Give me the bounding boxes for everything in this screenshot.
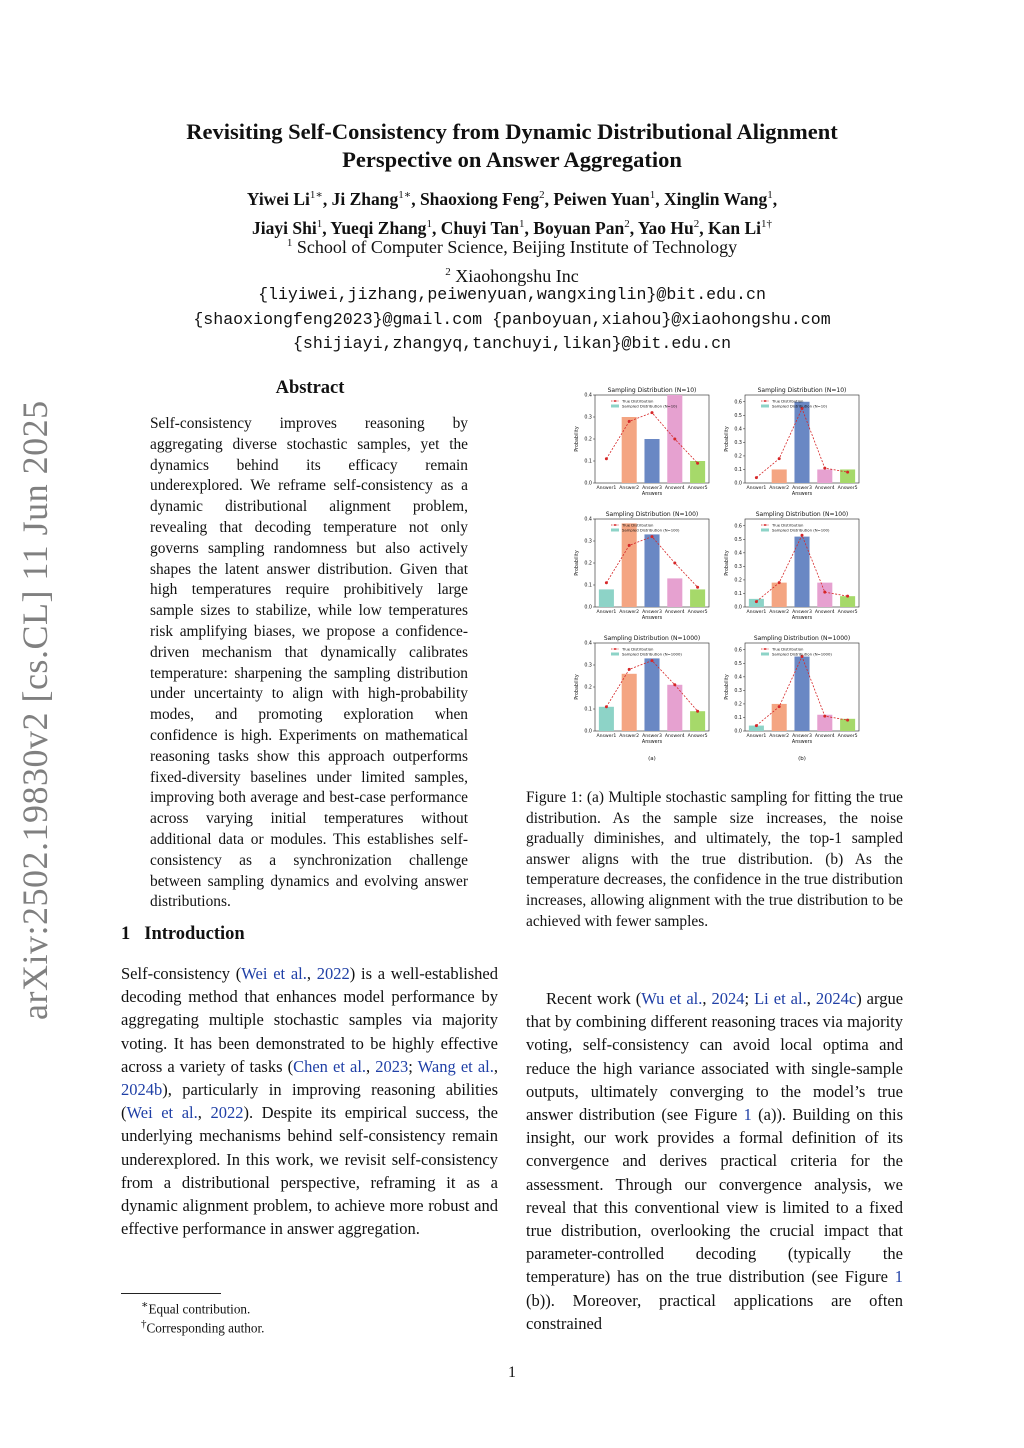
true-distribution-point [673, 438, 676, 441]
sampled-bar [840, 596, 855, 607]
true-distribution-point [755, 600, 758, 603]
footnote-text: Corresponding author. [146, 1320, 265, 1336]
x-tick-label: Answer4 [664, 734, 685, 739]
legend-true-label: True Distribution [772, 646, 804, 652]
author-name: Yao Hu [637, 217, 694, 238]
section-title: Introduction [144, 924, 245, 944]
legend-true-label: True Distribution [622, 398, 654, 404]
citation-link[interactable]: Chen et al. [293, 1056, 367, 1076]
panel-title: Sampling Distribution (N=1000) [753, 635, 851, 642]
true-distribution-point [696, 586, 699, 589]
author-name: Boyuan Pan [533, 217, 625, 238]
y-tick-label: 0.0 [584, 605, 592, 611]
true-distribution-point [778, 581, 781, 584]
x-tick-label: Answer2 [619, 486, 640, 491]
y-tick-label: 0.1 [734, 716, 742, 722]
body-text: Recent work ( [546, 989, 642, 1008]
y-tick-label: 0.2 [734, 454, 742, 460]
x-tick-label: Answer4 [814, 610, 835, 615]
sampled-bar [644, 658, 659, 731]
abstract-heading: Abstract [275, 378, 345, 398]
x-tick-label: Answer2 [769, 486, 790, 491]
citation-link[interactable]: Wang et al. [417, 1056, 494, 1076]
y-tick-label: 0.4 [734, 675, 742, 681]
author-name: Jiayi Shi [252, 217, 317, 238]
author-affiliation-marker: 1∗ [309, 189, 323, 201]
sampled-bar [817, 469, 832, 483]
sampled-bar [644, 439, 659, 483]
footnote-marker: ∗ [141, 1299, 149, 1311]
true-distribution-point [651, 659, 654, 662]
y-tick-label: 0.5 [734, 413, 742, 419]
y-axis-label: Probability [725, 426, 730, 452]
x-tick-label: Answer5 [837, 610, 858, 615]
author-name: Chuyi Tan [440, 217, 520, 238]
y-axis-label: Probability [575, 426, 580, 452]
legend-true-marker [614, 400, 616, 402]
paper-title [0, 118, 1024, 174]
body-text: (a)). Building on this insight, our work provides a formal definition of its convergence and derives practical criteria for the assessment. Through our convergence analysis, we reveal that this conventional view is limited to a fixed true distribution, overlooking the crucial impact that parameter-controlled decoding (typically the temperature) has on the true distribution (see Figure [526, 1105, 903, 1287]
sampled-bar [622, 523, 637, 607]
author-name: Peiwen Yuan [553, 188, 650, 209]
author-affiliation-marker: 1 [426, 217, 432, 230]
citation-link[interactable]: 2024c [815, 989, 857, 1008]
legend-sampled-swatch [611, 405, 619, 408]
x-tick-label: Answer3 [792, 734, 812, 739]
author-affiliation-marker: 1† [761, 217, 772, 230]
legend-true-marker [614, 524, 616, 526]
right-column-paragraph [526, 987, 903, 1335]
sampled-bar [667, 685, 682, 731]
citation-link[interactable]: Wei et al. [241, 964, 307, 983]
x-tick-label: Answer3 [642, 610, 662, 615]
x-axis-label: Answers [791, 740, 813, 745]
introduction-paragraph [121, 962, 498, 1240]
y-tick-label: 0.2 [584, 561, 592, 567]
x-tick-label: Answer2 [619, 734, 640, 739]
legend-sampled-swatch [761, 653, 769, 656]
y-tick-label: 0.5 [734, 661, 742, 667]
y-tick-label: 0.3 [734, 564, 742, 570]
y-tick-label: 0.3 [584, 663, 592, 669]
figure-reference-link[interactable]: 1 [743, 1105, 752, 1125]
true-distribution-point [823, 467, 826, 470]
x-tick-label: Answer5 [687, 734, 708, 739]
citation-link[interactable]: 2022 [316, 964, 350, 983]
legend-true-label: True Distribution [622, 646, 654, 652]
y-tick-label: 0.1 [584, 459, 592, 465]
x-axis-label: Answers [791, 492, 813, 497]
author-name: Yiwei Li [246, 188, 310, 209]
x-tick-label: Answer1 [746, 610, 767, 615]
sampled-bar [772, 469, 787, 483]
title-line-1: Revisiting Self-Consistency from Dynamic Distributional Alignment [186, 119, 838, 144]
x-tick-label: Answer3 [642, 734, 662, 739]
figure-reference-link[interactable]: 1 [894, 1267, 903, 1287]
body-text: ; [744, 989, 755, 1008]
affiliation-1 [0, 231, 1024, 260]
intro-text: Self-consistency ( [121, 964, 242, 983]
x-tick-label: Answer4 [814, 486, 835, 491]
author-name: Shaoxiong Feng [419, 188, 540, 209]
author-affiliation-marker: 2 [539, 189, 545, 201]
legend-true-marker [764, 524, 766, 526]
y-tick-label: 0.6 [734, 524, 742, 530]
panel-title: Sampling Distribution (N=1000) [603, 635, 701, 642]
legend-true-label: True Distribution [772, 398, 804, 404]
y-tick-label: 0.4 [584, 393, 592, 399]
intro-text: ), particularly in improving reasoning abilities ( [121, 1080, 498, 1123]
x-axis-label: Answers [641, 740, 663, 745]
sampled-bar [599, 707, 614, 731]
x-tick-label: Answer4 [814, 734, 835, 739]
true-distribution-point [628, 420, 631, 423]
email-line-3: {shijiayi,zhangyq,tanchuyi,likan}@bit.edu.cn [292, 334, 732, 353]
authors-line-2: Jiayi Shi$^1$, Yueqi Zhang$^1$, Chuyi Tan$^1$, Boyuan Pan$^2$, Yao Hu$^2$, Kan $Li^{1\dagger}$ [252, 217, 772, 238]
x-tick-label: Answer2 [619, 610, 640, 615]
x-tick-label: Answer1 [596, 486, 617, 491]
x-tick-label: Answer1 [746, 734, 767, 739]
x-tick-label: Answer3 [642, 486, 662, 491]
citation-link[interactable]: Li et al. [754, 989, 807, 1008]
sampled-bar [667, 578, 682, 607]
intro-text: , [366, 1056, 376, 1076]
x-tick-label: Answer5 [687, 486, 708, 491]
x-tick-label: Answer5 [837, 486, 858, 491]
y-tick-label: 0.4 [584, 641, 592, 647]
x-tick-label: Answer4 [664, 610, 685, 615]
true-distribution-point [778, 705, 781, 708]
x-tick-label: Answer3 [792, 486, 812, 491]
y-tick-label: 0.2 [734, 578, 742, 584]
intro-text: , [197, 1103, 211, 1123]
x-tick-label: Answer2 [769, 610, 790, 615]
y-tick-label: 0.1 [584, 583, 592, 589]
panel-title: Sampling Distribution (N=100) [605, 511, 699, 518]
affiliation-1-marker: 1 [286, 237, 293, 249]
legend-true-label: True Distribution [772, 522, 804, 528]
legend-true-label: True Distribution [622, 522, 654, 528]
sampled-bar [690, 589, 705, 607]
sampled-bar [817, 583, 832, 607]
x-axis-label: Answers [641, 616, 663, 621]
x-tick-label: Answer3 [792, 610, 812, 615]
legend-sampled-label: Sampled Distribution (N=10) [622, 403, 678, 409]
body-text: (b)). Moreover, practical applications are often constrained [526, 1290, 903, 1333]
x-tick-label: Answer1 [596, 734, 617, 739]
true-distribution-point [846, 719, 849, 722]
body-text: ) argue that by combining different reasoning traces via majority voting, self-consistency can avoid local optima and reduce the high variance associated with single-sample outputs, ultimately converging to the model’s true answer distribution (see Figure [526, 989, 904, 1125]
author-affiliation-marker: 2 [693, 217, 700, 230]
authors-line-1: Yiwei $Li^{1∗}$, Ji Zhang$^{1∗}$, Shaoxiong Feng$^2$, Peiwen Yuan$^1$, Xinglin Wang$^1$, [246, 188, 778, 209]
y-tick-label: 0.3 [734, 440, 742, 446]
y-tick-label: 0.4 [734, 551, 742, 557]
abstract-text: Self-consistency improves reasoning by aggregating diverse stochastic samples, yet the dynamics behind its efficacy remain underexplored. We reframe self-consistency as a dynamic distributional alignment problem, revealing that decoding temperature not only governs sampling randomness but also actively shapes the latent answer distribution. Given that high temperatures require prohibitively large sample sizes to stabilize, while low temperatures risk amplifying biases, we propose a confidence-driven mechanism that dynamically calibrates temperature: sharpening the sampling distribution under uncertainty to align with high-probability modes, and promoting exploration when confidence is high. Experiments on mathematical reasoning tasks show this approach outperforms fixed-diversity baselines under limited samples, improving both average and best-case performance across varying initial temperatures without additional data or modules. This establishes self-consistency as a synchronization challenge between sampling dynamics and evolving answer distributions. [150, 415, 468, 911]
true-distribution-point [823, 591, 826, 594]
email-block [0, 283, 1024, 357]
true-distribution-point [696, 710, 699, 713]
y-tick-label: 0.4 [734, 427, 742, 433]
section-heading-introduction [121, 924, 245, 945]
sampled-bar [644, 534, 659, 607]
x-axis-label: Answers [791, 616, 813, 621]
y-tick-label: 0.3 [584, 415, 592, 421]
sampled-bar [794, 402, 809, 483]
author-affiliation-marker: 1 [519, 217, 525, 230]
true-distribution-point [651, 535, 654, 538]
x-tick-label: Answer5 [837, 734, 858, 739]
author-name: Xinglin Wang [664, 188, 768, 209]
sampled-bar [690, 711, 705, 731]
x-tick-label: Answer4 [664, 486, 685, 491]
y-tick-label: 0.6 [734, 400, 742, 406]
true-distribution-point [755, 476, 758, 479]
y-tick-label: 0.0 [734, 605, 742, 611]
legend-sampled-label: Sampled Distribution (N=1000) [772, 651, 832, 657]
legend-true-marker [614, 648, 616, 650]
true-distribution-point [823, 715, 826, 718]
true-distribution-point [696, 462, 699, 465]
citation-link[interactable]: 2022 [210, 1103, 244, 1123]
sampled-bar [622, 674, 637, 731]
true-distribution-point [605, 581, 608, 584]
y-tick-label: 0.5 [734, 537, 742, 543]
true-distribution-point [651, 411, 654, 414]
citation-link[interactable]: 2024b [121, 1080, 163, 1100]
true-distribution-point [673, 683, 676, 686]
affiliation-2-marker: 2 [445, 266, 451, 278]
legend-true-marker [764, 648, 766, 650]
legend-sampled-swatch [611, 653, 619, 656]
x-tick-label: Answer1 [746, 486, 767, 491]
true-distribution-point [846, 471, 849, 474]
author-affiliation-marker: 1 [316, 217, 323, 230]
y-tick-label: 0.0 [734, 481, 742, 487]
y-axis-label: Probability [725, 674, 730, 700]
legend-true-marker [764, 400, 766, 402]
sampled-bar [599, 589, 614, 607]
arxiv-identifier: arXiv:2502.19830v2 [cs.CL] 11 Jun 2025 [15, 400, 55, 1020]
subfigure-label-a: (a) [648, 756, 656, 762]
x-tick-label: Answer5 [687, 610, 708, 615]
email-line-2: {shaoxiongfeng2023}@gmail.com {panboyuan,xiahou}@xiaohongshu.com [193, 309, 831, 329]
true-distribution-point [628, 668, 631, 671]
author-affiliation-marker: 1 [767, 189, 773, 201]
sampled-bar [794, 537, 809, 607]
true-distribution-point [755, 724, 758, 727]
true-distribution-point [605, 457, 608, 460]
body-text: , [702, 989, 712, 1008]
intro-text: , [306, 964, 317, 983]
y-tick-label: 0.3 [734, 688, 742, 694]
author-affiliation-marker: 2 [624, 217, 630, 230]
legend-sampled-label: Sampled Distribution (N=100) [772, 527, 830, 533]
true-distribution-point [846, 595, 849, 598]
footnote-corresponding-author [141, 1315, 264, 1337]
sampled-bar [772, 583, 787, 607]
intro-text: ; [408, 1056, 418, 1076]
y-tick-label: 0.1 [734, 592, 742, 598]
section-number: 1 [121, 924, 131, 944]
x-tick-label: Answer2 [769, 734, 790, 739]
y-tick-label: 0.0 [734, 729, 742, 735]
y-axis-label: Probability [725, 550, 730, 576]
author-affiliation-marker: 1 [649, 189, 656, 201]
legend-sampled-swatch [761, 405, 769, 408]
y-tick-label: 0.1 [584, 707, 592, 713]
sampled-bar [622, 417, 637, 483]
subfigure-label-b: (b) [798, 756, 806, 762]
footnote-rule [121, 1293, 221, 1294]
author-name: Yueqi Zhang [330, 217, 427, 238]
y-tick-label: 0.0 [584, 481, 592, 487]
page-number: 1 [508, 1364, 516, 1381]
panel-title: Sampling Distribution (N=10) [607, 387, 697, 394]
true-distribution-point [605, 705, 608, 708]
x-tick-label: Answer1 [596, 610, 617, 615]
citation-link[interactable]: Wu et al. [641, 989, 703, 1008]
y-tick-label: 0.2 [734, 702, 742, 708]
true-distribution-point [801, 534, 804, 537]
legend-sampled-label: Sampled Distribution (N=10) [772, 403, 828, 409]
y-tick-label: 0.0 [584, 729, 592, 735]
legend-sampled-swatch [611, 529, 619, 532]
y-axis-label: Probability [575, 550, 580, 576]
intro-text: ) is a well-established decoding method that enhances model performance by aggregating multiple stochastic samples via majority voting. It has been demonstrated to be highly effective across a variety of tasks ( [121, 964, 499, 1076]
true-distribution-point [673, 562, 676, 565]
affiliation-2-text: Xiaohongshu Inc [455, 266, 579, 286]
author-name: Kan Li [707, 217, 761, 238]
y-tick-label: 0.6 [734, 648, 742, 654]
intro-text: ). Despite its empirical success, the underlying mechanisms behind self-consistency remain underexplored. In this work, we revisit self-consistency from a distributional perspective, reframing it as a dynamic alignment problem, to achieve more robust and effective performance in answer aggregation. [121, 1103, 498, 1239]
legend-sampled-label: Sampled Distribution (N=1000) [622, 651, 682, 657]
affiliation-1-text: School of Computer Science, Beijing Institute of Technology [296, 237, 738, 257]
affiliations [0, 231, 1024, 289]
true-distribution-point [778, 457, 781, 460]
intro-text: , [493, 1056, 498, 1076]
sampled-bar [794, 657, 809, 731]
body-text: , [806, 989, 816, 1008]
author-name: Ji Zhang [331, 188, 399, 209]
citation-link[interactable]: 2023 [375, 1056, 409, 1076]
footnote-text: Equal contribution. [148, 1301, 251, 1317]
panel-title: Sampling Distribution (N=10) [757, 387, 847, 394]
citation-link[interactable]: Wei et al. [126, 1103, 198, 1123]
citation-link[interactable]: 2024 [711, 989, 745, 1008]
y-tick-label: 0.3 [584, 539, 592, 545]
footnote-marker: † [141, 1318, 147, 1330]
x-axis-label: Answers [641, 492, 663, 497]
figure-1-sampling-distributions [560, 377, 890, 767]
email-line-1: {liyiwei,jizhang,peiwenyuan,wangxinglin}@bit.edu.cn [258, 285, 766, 304]
legend-sampled-label: Sampled Distribution (N=100) [622, 527, 680, 533]
y-tick-label: 0.2 [584, 437, 592, 443]
panel-title: Sampling Distribution (N=100) [755, 511, 849, 518]
true-distribution-point [628, 544, 631, 547]
legend-sampled-swatch [761, 529, 769, 532]
author-affiliation-marker: 1∗ [398, 189, 412, 201]
y-tick-label: 0.4 [584, 517, 592, 523]
y-tick-label: 0.1 [734, 468, 742, 474]
figure-1-caption: Figure 1: (a) Multiple stochastic sampling for fitting the true distribution. As the sample size increases, the noise gradually diminishes, and ultimately, the top-1 sampled answer aligns with the true distribution. (b) As the temperature decreases, the confidence in the true distribution increases, allowing alignment with the true distribution to be achieved with fewer samples. [526, 789, 903, 930]
y-axis-label: Probability [575, 674, 580, 700]
y-tick-label: 0.2 [584, 685, 592, 691]
title-line-2: Perspective on Answer Aggregation [342, 147, 682, 172]
